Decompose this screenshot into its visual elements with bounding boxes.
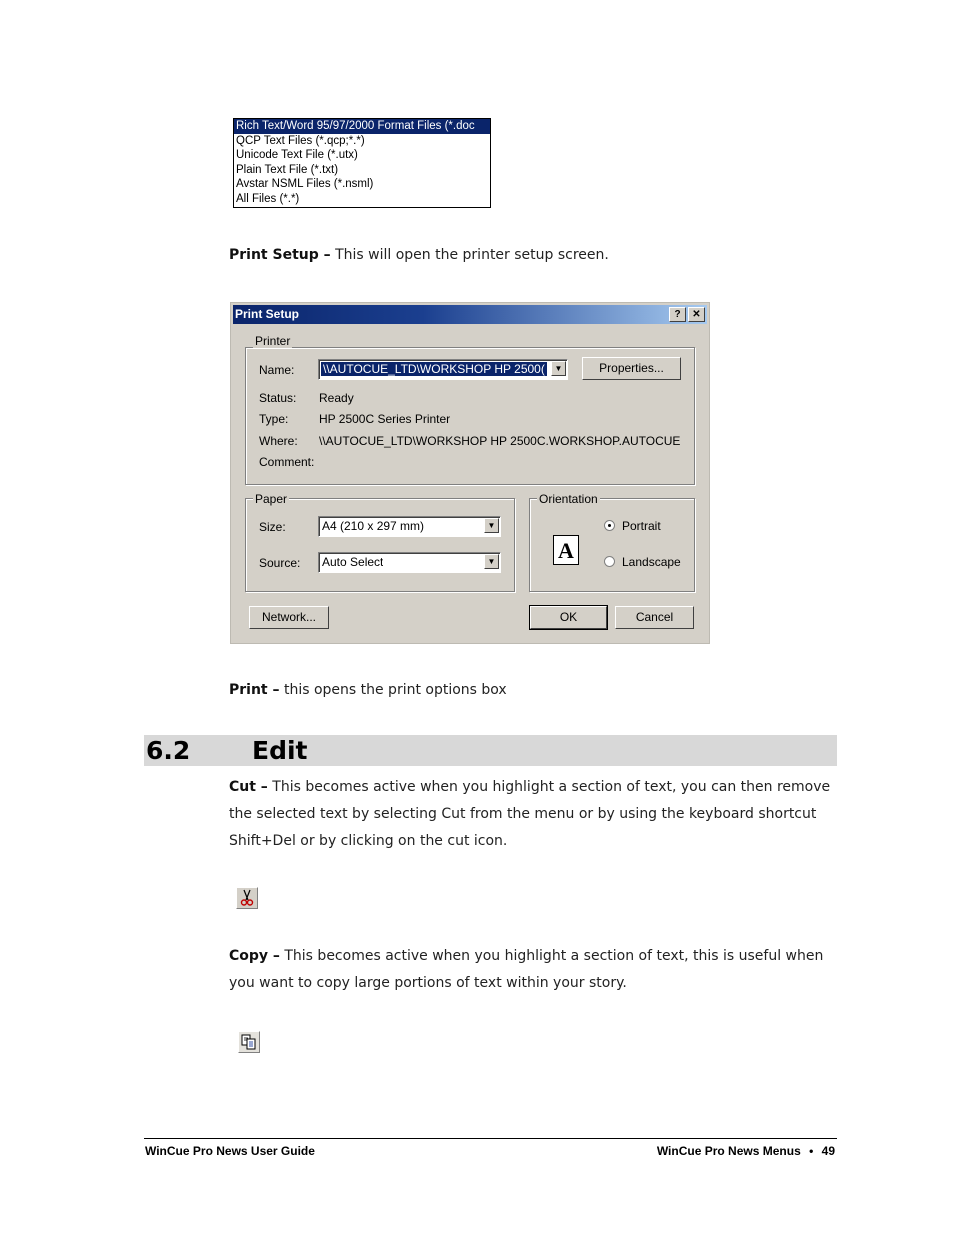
cut-desc: This becomes active when you highlight a section of text, you can then remove the selected text by selecting Cut from the menu or by using the keyboard shortcut Shift+Del or by clicking on the cut icon.	[229, 779, 831, 849]
section-title: Edit	[252, 736, 308, 765]
paper-group	[245, 498, 515, 592]
paper-group-label: Paper	[255, 492, 288, 506]
footer-right	[657, 1144, 835, 1158]
landscape-radio[interactable]	[604, 556, 615, 567]
file-type-option[interactable]: QCP Text Files (*.qcp;*.*)	[236, 134, 365, 147]
print-paragraph	[229, 677, 837, 704]
landscape-label[interactable]: Landscape	[622, 555, 681, 569]
copy-icon	[238, 1031, 260, 1053]
section-number: 6.2	[146, 736, 191, 765]
close-icon: ✕	[692, 309, 701, 320]
cut-term: Cut –	[229, 779, 268, 795]
ok-button[interactable]: OK	[530, 606, 607, 629]
file-type-option[interactable]: Avstar NSML Files (*.nsml)	[236, 178, 374, 190]
portrait-label[interactable]: Portrait	[622, 519, 661, 533]
print-setup-desc: This will open the printer setup screen.	[330, 247, 609, 263]
cut-icon	[236, 887, 258, 909]
properties-button[interactable]: Properties...	[582, 357, 681, 380]
type-label: Type:	[259, 412, 289, 426]
print-term: Print –	[229, 682, 280, 698]
page-orientation-icon: A	[553, 535, 579, 565]
print-setup-dialog	[230, 302, 710, 644]
file-type-option[interactable]: All Files (*.*)	[236, 192, 300, 205]
footer-rule	[144, 1138, 837, 1139]
where-value: \\AUTOCUE_LTD\WORKSHOP HP 2500C.WORKSHOP.AUTOCUE	[319, 434, 681, 448]
printer-group-label: Printer	[255, 334, 291, 348]
file-type-option[interactable]: Rich Text/Word 95/97/2000 Format Files (*.doc	[234, 119, 490, 134]
comment-label: Comment:	[259, 455, 315, 469]
chevron-down-icon[interactable]: ▼	[551, 361, 566, 376]
copy-term: Copy –	[229, 948, 280, 964]
copy-paragraph	[229, 943, 837, 997]
file-type-option[interactable]: Plain Text File (*.txt)	[236, 163, 339, 176]
printer-name-select[interactable]	[318, 359, 568, 380]
print-desc: this opens the print options box	[279, 682, 507, 698]
copy-desc: This becomes active when you highlight a section of text, this is useful when you want to copy large portions of text within your story.	[229, 948, 824, 991]
file-type-list[interactable]	[233, 118, 491, 208]
status-label: Status:	[259, 391, 297, 405]
section-heading	[144, 735, 837, 766]
name-label: Name:	[259, 363, 295, 377]
paper-size-value: A4 (210 x 297 mm)	[322, 519, 425, 533]
close-button[interactable]	[688, 307, 705, 322]
where-label: Where:	[259, 434, 298, 448]
size-label: Size:	[259, 520, 286, 534]
file-type-option[interactable]: Unicode Text File (*.utx)	[236, 149, 358, 161]
footer-bullet: •	[809, 1144, 814, 1158]
page-number: 49	[821, 1144, 835, 1158]
help-button[interactable]: ?	[669, 307, 686, 322]
radio-dot-icon	[608, 524, 611, 527]
print-setup-term: Print Setup –	[229, 247, 331, 263]
portrait-radio[interactable]	[604, 520, 615, 531]
orientation-group-label: Orientation	[539, 492, 598, 506]
footer-chapter: WinCue Pro News Menus	[656, 1144, 801, 1158]
dialog-titlebar[interactable]	[233, 305, 707, 324]
source-label: Source:	[259, 556, 301, 570]
chevron-down-icon[interactable]: ▼	[484, 554, 499, 569]
network-button[interactable]: Network...	[249, 606, 329, 629]
dialog-title: Print Setup	[235, 307, 300, 321]
paper-source-value: Auto Select	[322, 555, 384, 569]
paper-size-select[interactable]	[318, 516, 501, 537]
chevron-down-icon[interactable]: ▼	[484, 518, 499, 533]
footer-left: WinCue Pro News User Guide	[145, 1144, 315, 1158]
type-value: HP 2500C Series Printer	[319, 412, 451, 426]
printer-name-value: \\AUTOCUE_LTD\WORKSHOP HP 2500(	[321, 362, 547, 376]
print-setup-paragraph	[229, 242, 837, 269]
paper-source-select[interactable]	[318, 552, 501, 573]
status-value: Ready	[319, 391, 354, 405]
cancel-button[interactable]: Cancel	[615, 606, 694, 629]
cut-paragraph	[229, 774, 839, 855]
